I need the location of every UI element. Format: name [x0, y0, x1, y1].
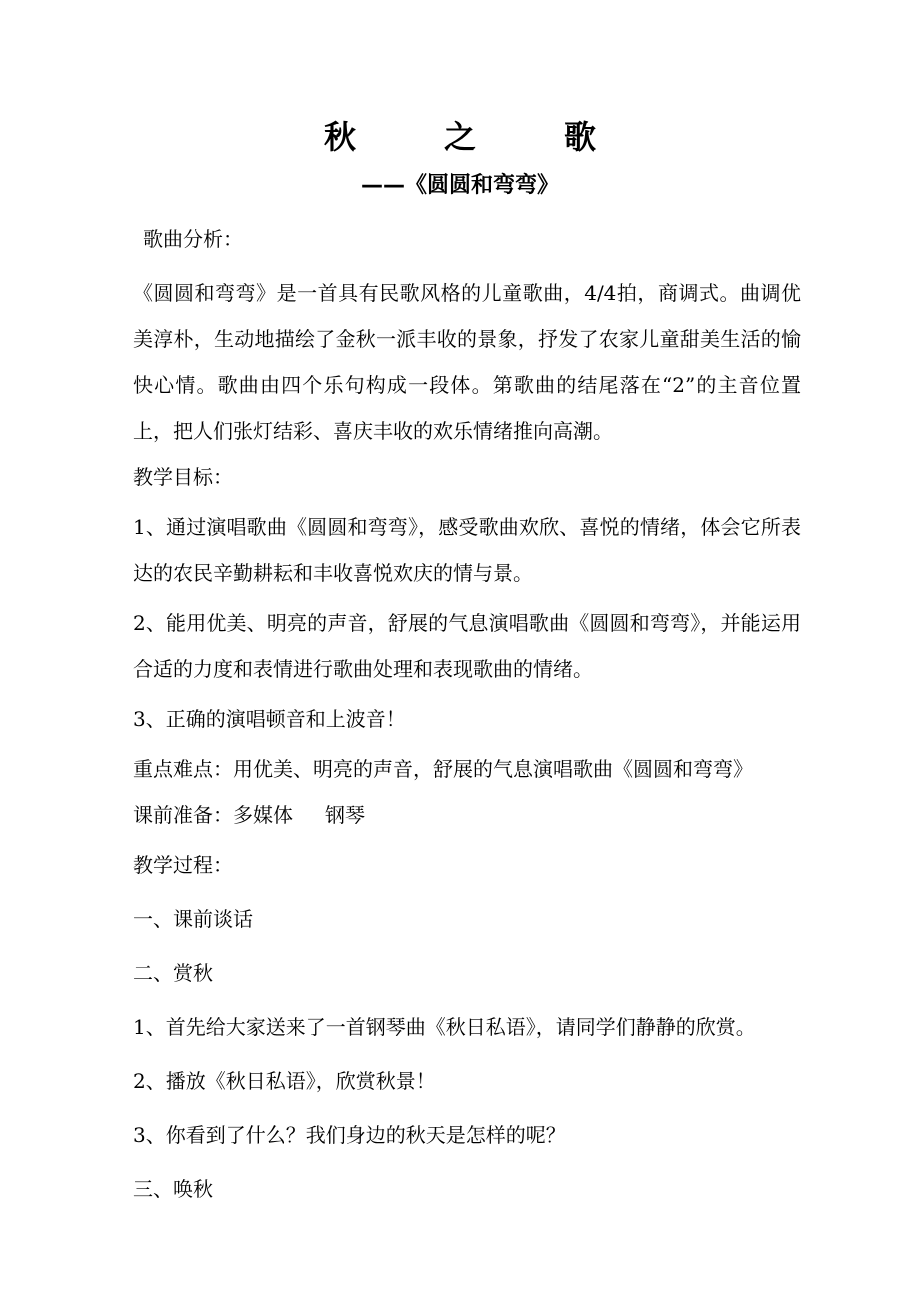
step-item: 1、首先给大家送来了一首钢琴曲《秋日私语》，请同学们静静的欣赏。 — [133, 1015, 756, 1039]
analysis-heading: 歌曲分析： — [143, 227, 243, 251]
document-title: 秋 之 歌 — [323, 118, 624, 156]
process-heading: 教学过程： — [133, 853, 233, 877]
key-points: 重点难点：用优美、明亮的声音，舒展的气息演唱歌曲《圆圆和弯弯》 — [133, 757, 753, 781]
goal-item-1: 1、通过演唱歌曲《圆圆和弯弯》，感受歌曲欢欣、喜悦的情绪，体会它所表达的农民辛勤耕耘和丰收喜悦欢庆的情与景。 — [133, 515, 801, 585]
goals-heading: 教学目标： — [133, 465, 233, 489]
preparation-extra: 钢琴 — [325, 803, 365, 827]
preparation — [133, 792, 801, 838]
step-item: 三、唤秋 — [133, 1177, 213, 1201]
step-item: 2、播放《秋日私语》，欣赏秋景！ — [133, 1069, 436, 1093]
analysis-paragraph: 《圆圆和弯弯》是一首具有民歌风格的儿童歌曲，4/4拍，商调式。曲调优美淳朴，生动地描绘了金秋一派丰收的景象，抒发了农家儿童甜美生活的愉快心情。歌曲由四个乐句构成一段体。第歌曲的结尾落在“2”的主音位置上，把人们张灯结彩、喜庆丰收的欢乐情绪推向高潮。 — [133, 281, 801, 443]
document-subtitle: ——《圆圆和弯弯》 — [360, 173, 559, 198]
step-item: 3、你看到了什么？我们身边的秋天是怎样的呢？ — [133, 1123, 566, 1147]
preparation-label: 课前准备：多媒体 — [133, 803, 293, 827]
goal-item-3: 3、正确的演唱顿音和上波音！ — [133, 707, 406, 731]
goal-item-2: 2、能用优美、明亮的声音，舒展的气息演唱歌曲《圆圆和弯弯》，并能运用合适的力度和表情进行歌曲处理和表现歌曲的情绪。 — [133, 611, 801, 681]
document-body — [133, 212, 801, 1216]
step-item: 二、赏秋 — [133, 961, 213, 985]
step-item: 一、课前谈话 — [133, 907, 253, 931]
